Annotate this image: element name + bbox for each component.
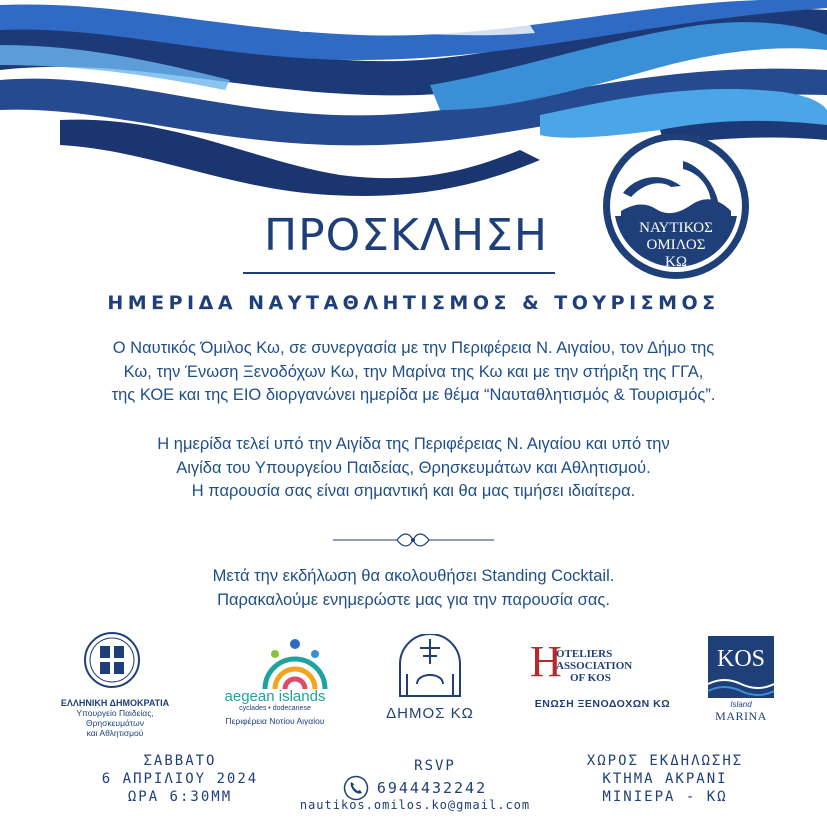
- event-subtitle: ΗΜΕΡΙΔΑ ΝΑΥΤΑΘΛΗΤΙΣΜΟΣ & ΤΟΥΡΙΣΜΟΣ: [107, 292, 720, 314]
- contact-email[interactable]: nautikos.omilos.ko@gmail.com: [299, 798, 531, 812]
- emblem-line3: ΚΩ: [665, 254, 687, 270]
- auspices-line-2: Αιγίδα του Υπουργείου Παιδείας, Θρησκευμάτων και Αθλητισμού.: [176, 458, 651, 477]
- auspices-line-1: Η ημερίδα τελεί υπό την Αιγίδα της Περιφέρειας Ν. Αιγαίου και υπό την: [157, 435, 670, 453]
- auspices-line-3: Η παρουσία σας είναι σημαντική και θα μας τιμήσει ιδιαίτερα.: [191, 482, 636, 500]
- marina-line-1: KOS: [716, 646, 765, 672]
- rsvp-label: RSVP: [414, 758, 456, 774]
- event-time: ΩΡΑ 6:30ΜΜ: [127, 789, 233, 805]
- cocktail-line-1: Μετά την εκδήλωση θα ακολουθήσει Standing Cocktail.: [212, 567, 615, 585]
- aegean-name: aegean islands: [224, 688, 326, 705]
- marina-line-2: Island: [730, 700, 752, 709]
- ministry-line-1: ΕΛΛΗΝΙΚΗ ΔΗΜΟΚΡΑΤΙΑ: [60, 698, 170, 708]
- hoteliers-initial: H: [530, 637, 562, 686]
- intro-line-1: Ο Ναυτικός Όμιλος Κω, σε συνεργασία με την Περιφέρεια Ν. Αιγαίου, τον Δήμο της: [112, 339, 715, 357]
- municipality-kos-logo: [395, 634, 465, 698]
- emblem-line1: ΝΑΥΤΙΚΟΣ: [639, 220, 713, 236]
- sponsor-logos: [0, 628, 827, 738]
- municipality-name: ΔΗΜΟΣ ΚΩ: [386, 705, 474, 722]
- hoteliers-line-4: ΕΝΩΣΗ ΞΕΝΟΔΟΧΩΝ ΚΩ: [534, 698, 671, 710]
- aegean-islands-logo: [255, 634, 335, 690]
- venue-place: ΜΙΝΙΕΡΑ - ΚΩ: [602, 789, 728, 805]
- rsvp-block: [300, 757, 530, 801]
- cocktail-line-2: Παρακαλούμε ενημερώστε μας για την παρουσία σας.: [217, 590, 610, 609]
- rsvp-phone[interactable]: 6944432242: [376, 779, 488, 797]
- emblem-line2: ΟΜΙΛΟΣ: [646, 237, 706, 253]
- intro-line-2: Κω, την Ένωση Ξενοδόχων Κω, την Μαρίνα της Κω και με την στήριξη της ΓΓΑ,: [123, 362, 704, 381]
- intro-line-3: της ΚΟΕ και της ΕΙΟ διοργανώνει ημερίδα με θέμα “Ναυταθλητισμός & Τουρισμός”.: [111, 386, 716, 404]
- aegean-tagline: cyclades • dodecanese: [239, 705, 311, 712]
- ministry-line-2: Υπουργείο Παιδείας, Θρησκευμάτων: [76, 708, 154, 728]
- hoteliers-line-2: ASSOCIATION: [556, 660, 633, 672]
- marina-line-3: MARINA: [715, 709, 767, 723]
- event-day: ΣΑΒΒΑΤΟ: [143, 753, 217, 769]
- event-date: 6 ΑΠΡΙΛΙΟΥ 2024: [101, 771, 259, 787]
- venue-label: ΧΩΡΟΣ ΕΚΔΗΛΩΣΗΣ: [586, 753, 744, 769]
- auspices-paragraph: [20, 433, 807, 504]
- aegean-region: Περιφέρεια Νοτίου Αιγαίου: [225, 716, 325, 726]
- nautical-club-emblem: [601, 131, 751, 281]
- hoteliers-line-3: OF KOS: [570, 672, 611, 684]
- waves-icon: [708, 676, 774, 696]
- greek-coat-of-arms-icon: [82, 630, 142, 690]
- page-title: ΠΡΟΣΚΛΗΣΗ: [264, 210, 548, 261]
- title-underline: [243, 272, 555, 274]
- venue-name: ΚΤΗΜΑ ΑΚΡΑΝΙ: [602, 771, 728, 787]
- ornament-divider: [333, 531, 494, 549]
- ministry-line-3: και Αθλητισμού: [86, 728, 144, 738]
- hoteliers-line-1: OTELIERS: [556, 648, 613, 660]
- cocktail-paragraph: [20, 565, 807, 612]
- kos-marina-logo: [708, 636, 774, 698]
- intro-paragraph: [20, 337, 807, 408]
